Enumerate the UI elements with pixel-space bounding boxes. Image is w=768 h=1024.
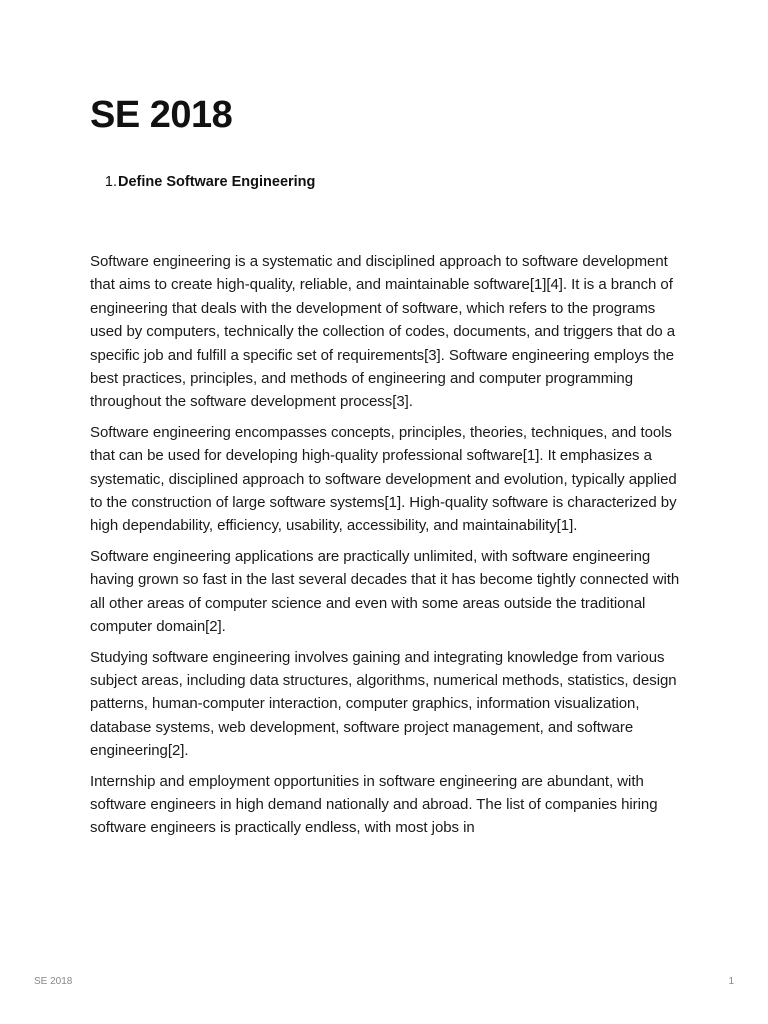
paragraph: Software engineering applications are practically unlimited, with software engineering having grown so fast in the last several decades that it has become tightly connected with all other areas of computer science and even with some areas outside the traditional computer domain[2]. [90,547,680,636]
footer-document-title: SE 2018 [34,976,73,987]
paragraph: Software engineering encompasses concepts, principles, theories, techniques, and tools that can be used for developing high-quality professional software[1]. It emphasizes a systematic, disciplined approach to software development and evolution, typically applied to the construction of large software systems[1]. High-quality software is characterized by high dependability, efficiency, usability, accessibility, and maintainability[1]. [90,423,677,535]
paragraph: Internship and employment opportunities in software engineering are abundant, with software engineers in high demand nationally and abroad. The list of companies hiring software engineers is practically endless, with most jobs in [90,772,658,837]
paragraph: Studying software engineering involves gaining and integrating knowledge from various subject areas, including data structures, algorithms, numerical methods, statistics, design patterns, human-computer interaction, computer graphics, information visualization, database systems, web development, software project management, and software engineering[2]. [90,648,677,760]
answer-body [90,250,680,847]
footer-page-number: 1 [728,976,734,987]
question-heading: Define Software Engineering [118,174,316,190]
page-title: SE 2018 [90,94,233,136]
question-number: 1. [104,174,117,190]
paragraph: Software engineering is a systematic and disciplined approach to software development that aims to create high-quality, reliable, and maintainable software[1][4]. It is a branch of engineering that deals with the development of software, which refers to the programs used by computers, technically the collection of codes, documents, and triggers that do a specific job and fulfill a specific set of requirements[3]. Software engineering employs the best practices, principles, and methods of engineering and computer programming throughout the software development process[3]. [90,253,676,411]
question-item [90,170,315,194]
question-list [90,170,315,194]
